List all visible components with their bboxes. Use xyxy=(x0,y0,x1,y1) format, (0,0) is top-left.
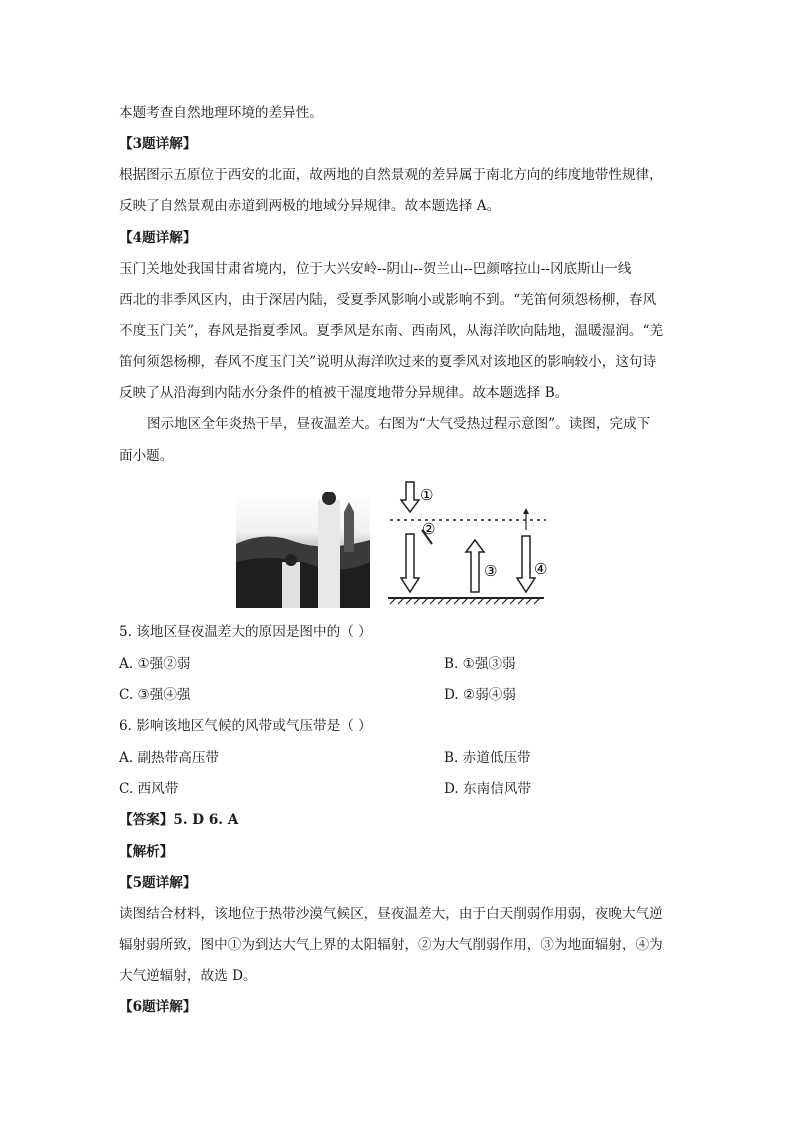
q4-line-2: 西北的非季风区内，由于深居内陆，受夏季风影响小或影响不到。“羌笛何须怨杨柳，春风 xyxy=(119,292,657,308)
arrow-incoming-icon xyxy=(401,534,419,592)
q4-line-4: 笛何须怨杨柳，春风不度玉门关”说明从海洋吹过来的夏季风对该地区的影响较小，这句诗 xyxy=(119,354,657,370)
q5-detail-line-2: 辐射弱所致，图中①为到达大气上界的太阳辐射，②为大气削弱作用，③为地面辐射，④为 xyxy=(119,937,663,953)
q4-line-1: 玉门关地处我国甘肃省境内，位于大兴安岭--阴山--贺兰山--巴颜喀拉山--冈底斯山一线 xyxy=(119,261,632,277)
q3-line-2: 反映了自然景观由赤道到两极的地域分异规律。故本题选择 A。 xyxy=(119,198,501,214)
q5-detail-heading: 【5题详解】 xyxy=(119,875,197,891)
q4-line-5: 反映了从沿海到内陆水分条件的植被干湿度地带分异规律。故本题选择 B。 xyxy=(119,385,569,401)
q5-option-a: A. ①强②弱 xyxy=(119,656,191,672)
answer-line: 【答案】5. D 6. A xyxy=(119,812,239,828)
q6-option-c: C. 西风带 xyxy=(119,781,179,797)
q5-question: 5. 该地区昼夜温差大的原因是图中的（ ） xyxy=(119,624,372,640)
label-4: ④ xyxy=(534,560,548,578)
q3-line-1: 根据图示五原位于西安的北面，故两地的自然景观的差异属于南北方向的纬度地带性规律， xyxy=(119,167,663,183)
arrow-1-icon xyxy=(401,482,419,512)
atmosphere-heating-diagram xyxy=(384,478,550,608)
q3-heading: 【3题详解】 xyxy=(119,136,197,152)
q6-option-a: A. 副热带高压带 xyxy=(119,750,220,766)
desert-photo xyxy=(236,492,370,608)
q5-option-d: D. ②弱④弱 xyxy=(444,687,517,703)
q4-line-3: 不度玉门关”，春风是指夏季风。夏季风是东南、西南风，从海洋吹向陆地，温暖湿润。“羌 xyxy=(119,323,664,339)
label-1: ① xyxy=(420,486,434,504)
q4-heading: 【4题详解】 xyxy=(119,230,197,246)
analysis-heading: 【解析】 xyxy=(119,844,174,860)
arrow-4-icon xyxy=(517,536,535,592)
q6-option-d: D. 东南信风带 xyxy=(444,781,532,797)
label-2: ② xyxy=(422,520,436,538)
stem-line-1: 图示地区全年炎热干旱，昼夜温差大。右图为“大气受热过程示意图”。读图，完成下 xyxy=(147,416,651,432)
q5-option-b: B. ①强③弱 xyxy=(444,656,516,672)
q6-detail-heading: 【6题详解】 xyxy=(119,999,197,1015)
stem-line-2: 面小题。 xyxy=(119,448,174,464)
q5-option-c: C. ③强④强 xyxy=(119,687,191,703)
q5-detail-line-3: 大气逆辐射，故选 D。 xyxy=(119,968,257,984)
q5-detail-line-1: 读图结合材料，该地位于热带沙漠气候区，昼夜温差大，由于白天削弱作用弱，夜晚大气逆 xyxy=(119,906,663,922)
label-3: ③ xyxy=(484,562,498,580)
q6-question: 6. 影响该地区气候的风带或气压带是（ ） xyxy=(119,718,372,734)
q6-option-b: B. 赤道低压带 xyxy=(444,750,531,766)
arrow-3-icon xyxy=(466,540,484,592)
intro-text: 本题考查自然地理环境的差异性。 xyxy=(119,105,323,121)
